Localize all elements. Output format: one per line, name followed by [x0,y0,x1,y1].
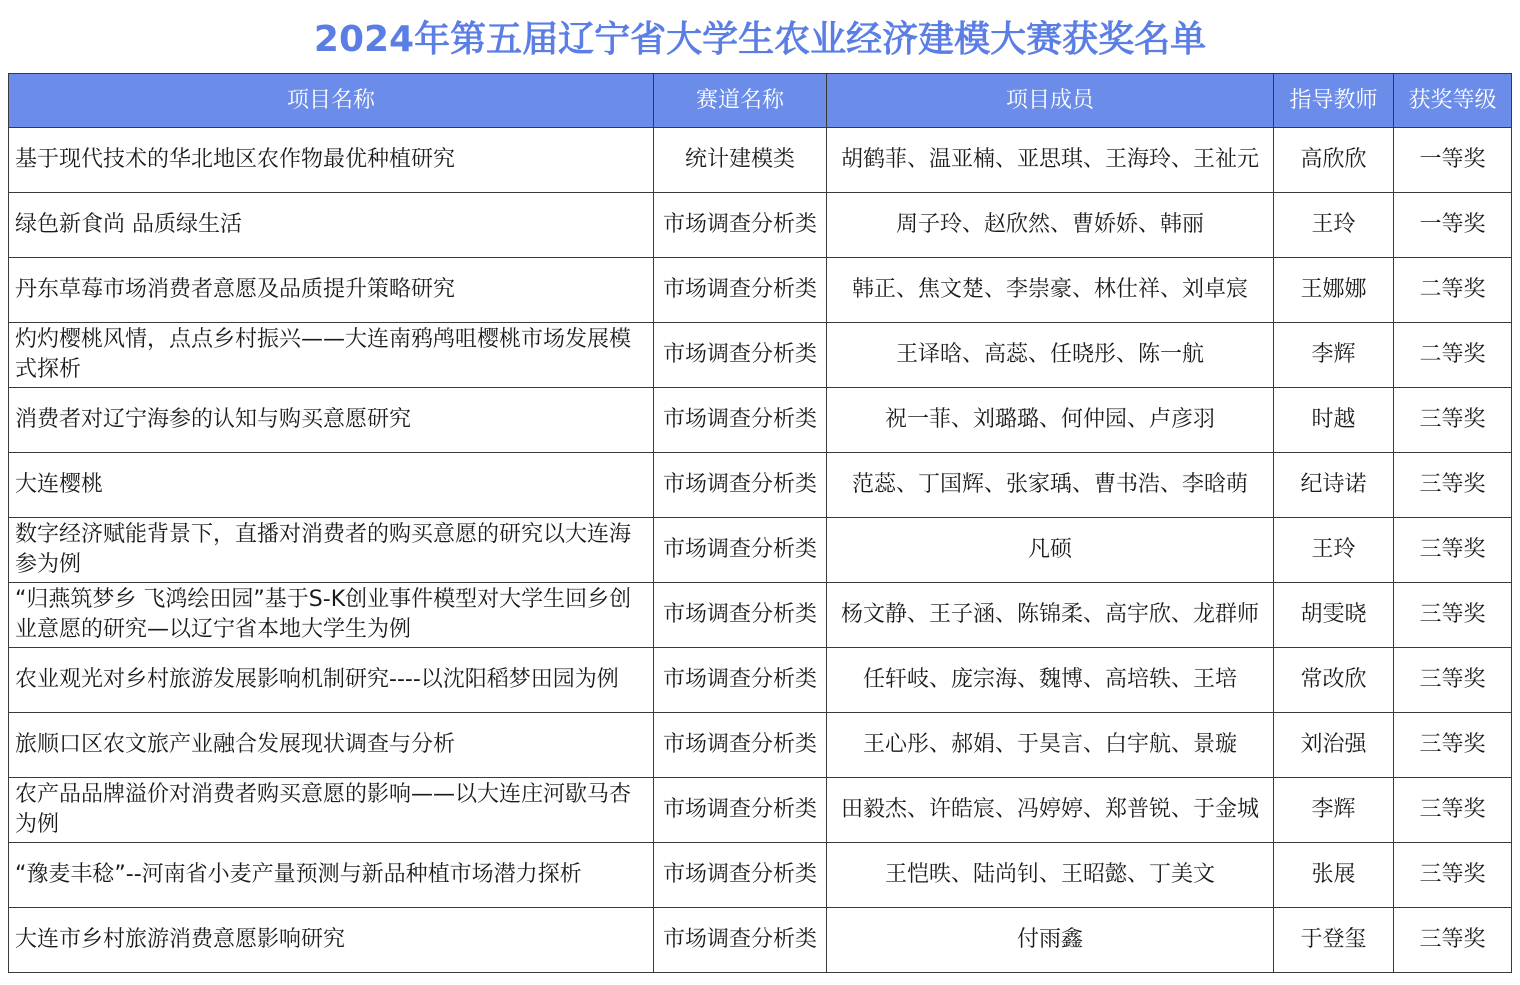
table-row [9,908,1512,973]
cell-members[interactable]: 任轩岐、庞宗海、魏博、高培轶、王培 [827,648,1274,713]
header-row [9,74,1512,128]
table-row [9,648,1512,713]
cell-members[interactable]: 杨文静、王子涵、陈锦柔、高宇欣、龙群师 [827,583,1274,648]
header-track-name[interactable]: 赛道名称 [654,74,827,128]
cell-advisor[interactable]: 李辉 [1274,778,1394,843]
awards-table [8,73,1512,973]
cell-advisor[interactable]: 纪诗诺 [1274,453,1394,518]
cell-advisor[interactable]: 李辉 [1274,323,1394,388]
table-row [9,128,1512,193]
cell-award-level[interactable]: 三等奖 [1394,648,1512,713]
cell-track-name[interactable]: 市场调查分析类 [654,388,827,453]
cell-award-level[interactable]: 三等奖 [1394,908,1512,973]
cell-members[interactable]: 韩正、焦文楚、李崇豪、林仕祥、刘卓宸 [827,258,1274,323]
cell-members[interactable]: 王恺昳、陆尚钊、王昭懿、丁美文 [827,843,1274,908]
cell-advisor[interactable]: 王玲 [1274,518,1394,583]
table-row [9,323,1512,388]
cell-project-name[interactable]: “归燕筑梦乡 飞鸿绘田园”基于S-K创业事件模型对大学生回乡创业意愿的研究—以辽宁省本地大学生为例 [9,583,654,648]
cell-project-name[interactable]: 农产品品牌溢价对消费者购买意愿的影响——以大连庄河歇马杏为例 [9,778,654,843]
cell-members[interactable]: 祝一菲、刘璐璐、何仲园、卢彦羽 [827,388,1274,453]
cell-project-name[interactable]: 灼灼樱桃风情，点点乡村振兴——大连南鸦鸬咀樱桃市场发展模式探析 [9,323,654,388]
cell-project-name[interactable]: 大连市乡村旅游消费意愿影响研究 [9,908,654,973]
cell-advisor[interactable]: 刘治强 [1274,713,1394,778]
cell-project-name[interactable]: 大连樱桃 [9,453,654,518]
header-project-name[interactable]: 项目名称 [9,74,654,128]
cell-project-name[interactable]: 消费者对辽宁海参的认知与购买意愿研究 [9,388,654,453]
cell-project-name[interactable]: 丹东草莓市场消费者意愿及品质提升策略研究 [9,258,654,323]
cell-members[interactable]: 王译晗、高蕊、任晓彤、陈一航 [827,323,1274,388]
cell-track-name[interactable]: 市场调查分析类 [654,778,827,843]
cell-award-level[interactable]: 三等奖 [1394,713,1512,778]
cell-award-level[interactable]: 三等奖 [1394,518,1512,583]
cell-award-level[interactable]: 三等奖 [1394,843,1512,908]
cell-project-name[interactable]: 绿色新食尚 品质绿生活 [9,193,654,258]
cell-track-name[interactable]: 市场调查分析类 [654,908,827,973]
cell-members[interactable]: 胡鹤菲、温亚楠、亚思琪、王海玲、王祉元 [827,128,1274,193]
header-advisor[interactable]: 指导教师 [1274,74,1394,128]
table-row [9,843,1512,908]
cell-members[interactable]: 田毅杰、许皓宸、冯婷婷、郑普锐、于金城 [827,778,1274,843]
cell-project-name[interactable]: 农业观光对乡村旅游发展影响机制研究----以沈阳稻梦田园为例 [9,648,654,713]
table-row [9,583,1512,648]
table-row [9,453,1512,518]
cell-advisor[interactable]: 时越 [1274,388,1394,453]
cell-members[interactable]: 凡硕 [827,518,1274,583]
cell-track-name[interactable]: 市场调查分析类 [654,193,827,258]
table-body [9,128,1512,973]
cell-members[interactable]: 付雨鑫 [827,908,1274,973]
cell-award-level[interactable]: 三等奖 [1394,388,1512,453]
cell-advisor[interactable]: 常改欣 [1274,648,1394,713]
cell-members[interactable]: 范蕊、丁国辉、张家瑀、曹书浩、李晗萌 [827,453,1274,518]
cell-members[interactable]: 周子玲、赵欣然、曹娇娇、韩丽 [827,193,1274,258]
header-award-level[interactable]: 获奖等级 [1394,74,1512,128]
cell-track-name[interactable]: 市场调查分析类 [654,453,827,518]
cell-advisor[interactable]: 张展 [1274,843,1394,908]
table-row [9,388,1512,453]
cell-track-name[interactable]: 市场调查分析类 [654,843,827,908]
table-row [9,193,1512,258]
cell-track-name[interactable]: 市场调查分析类 [654,258,827,323]
cell-members[interactable]: 王心彤、郝娟、于昊言、白宇航、景璇 [827,713,1274,778]
cell-project-name[interactable]: 旅顺口区农文旅产业融合发展现状调查与分析 [9,713,654,778]
header-members[interactable]: 项目成员 [827,74,1274,128]
cell-award-level[interactable]: 二等奖 [1394,323,1512,388]
table-row [9,258,1512,323]
page-title: 2024年第五届辽宁省大学生农业经济建模大赛获奖名单 [313,19,1207,60]
cell-award-level[interactable]: 三等奖 [1394,778,1512,843]
cell-track-name[interactable]: 市场调查分析类 [654,583,827,648]
cell-advisor[interactable]: 王娜娜 [1274,258,1394,323]
cell-track-name[interactable]: 市场调查分析类 [654,518,827,583]
cell-award-level[interactable]: 三等奖 [1394,583,1512,648]
cell-award-level[interactable]: 三等奖 [1394,453,1512,518]
table-row [9,778,1512,843]
cell-track-name[interactable]: 市场调查分析类 [654,323,827,388]
cell-advisor[interactable]: 于登玺 [1274,908,1394,973]
cell-advisor[interactable]: 高欣欣 [1274,128,1394,193]
cell-advisor[interactable]: 胡雯晓 [1274,583,1394,648]
cell-award-level[interactable]: 二等奖 [1394,258,1512,323]
cell-project-name[interactable]: “豫麦丰稔”--河南省小麦产量预测与新品种植市场潜力探析 [9,843,654,908]
cell-award-level[interactable]: 一等奖 [1394,128,1512,193]
cell-track-name[interactable]: 市场调查分析类 [654,713,827,778]
cell-advisor[interactable]: 王玲 [1274,193,1394,258]
table-row [9,518,1512,583]
cell-track-name[interactable]: 市场调查分析类 [654,648,827,713]
cell-project-name[interactable]: 基于现代技术的华北地区农作物最优种植研究 [9,128,654,193]
cell-track-name[interactable]: 统计建模类 [654,128,827,193]
cell-project-name[interactable]: 数字经济赋能背景下，直播对消费者的购买意愿的研究以大连海参为例 [9,518,654,583]
table-row [9,713,1512,778]
cell-award-level[interactable]: 一等奖 [1394,193,1512,258]
